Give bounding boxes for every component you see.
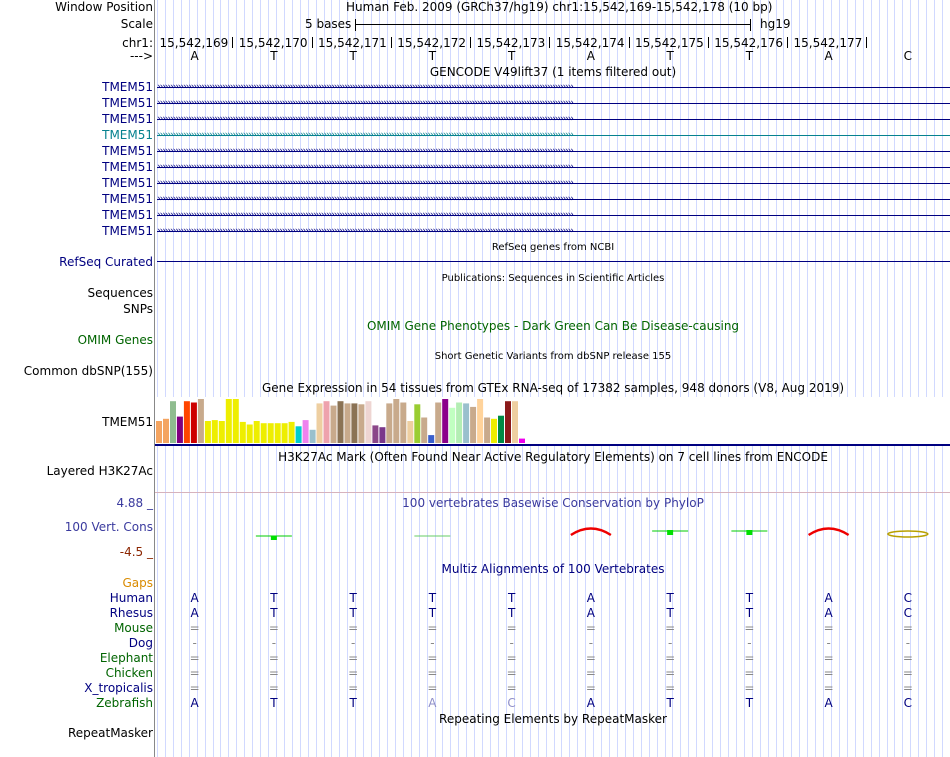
alignment-base: A bbox=[586, 606, 595, 620]
alignment-base: = bbox=[744, 666, 755, 680]
gtex-tissue-bar[interactable] bbox=[393, 399, 399, 443]
gtex-tissue-bar[interactable] bbox=[324, 401, 330, 443]
alignment-base: = bbox=[348, 681, 359, 695]
alignment-base: A bbox=[190, 606, 199, 620]
phylop-negative-mark[interactable] bbox=[888, 531, 928, 537]
base-letter: A bbox=[586, 49, 595, 63]
alignment-base: = bbox=[506, 681, 517, 695]
gtex-tissue-bar[interactable] bbox=[435, 403, 441, 444]
strand-chevrons: ›››››››››››››››››››››››››››››››››››››››››››››››››››››››››››››››››››››››››››››››››››››››››››››››››››››››››››››››››››››››››››››››››››››››››››››››››››››››››››››››› bbox=[157, 114, 573, 124]
species-label[interactable]: Rhesus bbox=[109, 606, 153, 620]
gtex-tissue-bar[interactable] bbox=[345, 403, 351, 443]
alignment-base: A bbox=[190, 696, 199, 710]
gtex-tissue-bar[interactable] bbox=[247, 425, 253, 444]
alignment-base: = bbox=[585, 681, 596, 695]
alignment-base: = bbox=[189, 681, 200, 695]
gtex-tissue-bar[interactable] bbox=[365, 401, 371, 443]
gencode-transcript-label[interactable]: TMEM51 bbox=[102, 112, 153, 126]
alignment-base: = bbox=[348, 666, 359, 680]
alignment-base: = bbox=[665, 651, 676, 665]
alignment-base: = bbox=[506, 651, 517, 665]
alignment-base: - bbox=[667, 636, 673, 650]
species-label[interactable]: X_tropicalis bbox=[84, 681, 153, 695]
alignment-base: T bbox=[270, 696, 278, 710]
base-letter: T bbox=[745, 49, 754, 63]
gtex-tissue-bar[interactable] bbox=[233, 399, 239, 443]
phylop-plot[interactable] bbox=[155, 512, 950, 562]
alignment-base: = bbox=[902, 651, 913, 665]
gaps-label: Gaps bbox=[122, 576, 153, 590]
alignment-base: = bbox=[823, 621, 834, 635]
position-tick bbox=[866, 37, 867, 48]
gencode-title: GENCODE V49lift37 (1 items filtered out) bbox=[429, 65, 677, 79]
gtex-bar-chart[interactable] bbox=[155, 397, 950, 447]
alignment-base: - bbox=[588, 636, 594, 650]
base-letter: T bbox=[507, 49, 516, 63]
gtex-tissue-bar[interactable] bbox=[358, 404, 364, 443]
strand-chevrons: ›››››››››››››››››››››››››››››››››››››››››››››››››››››››››››››››››››››››››››››››››››››››››››››››››››››››››››››››››››››››››››››››››››››››››››››››››››››››››››››››› bbox=[157, 98, 573, 108]
position-tick bbox=[629, 37, 630, 48]
gtex-tissue-bar[interactable] bbox=[219, 421, 225, 443]
alignment-base: = bbox=[268, 666, 279, 680]
alignment-base: = bbox=[585, 621, 596, 635]
strand-chevrons: ›››››››››››››››››››››››››››››››››››››››››››››››››››››››››››››››››››››››››››››››››››››››››››››››››››››››››››››››››››››››››››››››››››››››››››››››››››››››››››››››› bbox=[157, 146, 573, 156]
omim-label[interactable]: OMIM Genes bbox=[77, 333, 153, 347]
position-tick bbox=[787, 37, 788, 48]
alignment-base: = bbox=[744, 651, 755, 665]
gtex-tissue-bar[interactable] bbox=[421, 418, 427, 444]
gtex-tissue-bar[interactable] bbox=[505, 401, 511, 443]
gtex-tissue-bar[interactable] bbox=[254, 421, 260, 443]
gtex-tissue-bar[interactable] bbox=[498, 416, 504, 443]
alignment-base: T bbox=[507, 591, 516, 605]
omim-title: OMIM Gene Phenotypes - Dark Green Can Be Disease-causing bbox=[366, 319, 740, 333]
alignment-base: = bbox=[823, 666, 834, 680]
alignment-base: - bbox=[747, 636, 752, 650]
gencode-transcript-label[interactable]: TMEM51 bbox=[102, 176, 153, 190]
gtex-tissue-bar[interactable] bbox=[386, 403, 392, 443]
alignment-base: = bbox=[744, 621, 755, 635]
position-label: 15,542,172 bbox=[397, 36, 466, 50]
gencode-transcript-label[interactable]: TMEM51 bbox=[102, 96, 153, 110]
alignment-base: T bbox=[349, 696, 357, 710]
repeatmasker-label[interactable]: RepeatMasker bbox=[67, 726, 153, 740]
alignment-base: = bbox=[348, 621, 359, 635]
alignment-base: = bbox=[427, 621, 438, 635]
alignment-base: = bbox=[189, 666, 200, 680]
alignment-base: T bbox=[349, 606, 357, 620]
publications-title: Publications: Sequences in Scientific Articles bbox=[441, 273, 665, 284]
alignment-base: T bbox=[666, 591, 674, 605]
base-letter: A bbox=[190, 49, 199, 63]
alignment-base: - bbox=[350, 636, 356, 650]
gtex-tissue-bar[interactable] bbox=[463, 403, 469, 443]
strand-chevrons: ›››››››››››››››››››››››››››››››››››››››››››››››››››››››››››››››››››››››››››››››››››››››››››››››››››››››››››››››››››››››››››››››››››››››››››››››››››››››››››››››› bbox=[157, 82, 573, 92]
gtex-tissue-bar[interactable] bbox=[310, 430, 316, 443]
alignment-base: C bbox=[507, 696, 516, 710]
gtex-tissue-bar[interactable] bbox=[198, 399, 204, 443]
gtex-tissue-bar[interactable] bbox=[331, 406, 337, 443]
alignment-base: C bbox=[903, 696, 913, 710]
gencode-transcript-label[interactable]: TMEM51 bbox=[102, 208, 153, 222]
position-tick bbox=[470, 37, 471, 48]
gtex-tissue-bar[interactable] bbox=[512, 401, 518, 443]
position-tick bbox=[232, 37, 233, 48]
phylop-marker[interactable] bbox=[746, 530, 752, 535]
gtex-tissue-bar[interactable] bbox=[428, 435, 434, 443]
alignment-base: = bbox=[427, 681, 438, 695]
gencode-transcript-label[interactable]: TMEM51 bbox=[102, 224, 153, 238]
dbsnp-label[interactable]: Common dbSNP(155) bbox=[23, 364, 153, 378]
h3k27-baseline bbox=[155, 492, 950, 493]
base-letter: T bbox=[270, 49, 278, 63]
h3k27-label[interactable]: Layered H3K27Ac bbox=[46, 464, 153, 478]
gtex-baseline bbox=[155, 444, 950, 446]
gtex-tissue-bar[interactable] bbox=[484, 418, 490, 444]
gtex-tissue-bar[interactable] bbox=[261, 423, 267, 443]
gtex-tissue-bar[interactable] bbox=[275, 423, 281, 443]
phylop-marker[interactable] bbox=[667, 530, 673, 535]
alignment-base: = bbox=[665, 681, 676, 695]
gtex-tissue-bar[interactable] bbox=[407, 421, 413, 443]
alignment-base: T bbox=[270, 591, 278, 605]
species-label[interactable]: Dog bbox=[128, 636, 153, 650]
gencode-transcript-label[interactable]: TMEM51 bbox=[102, 128, 153, 142]
label-separator bbox=[154, 0, 155, 757]
gtex-tissue-bar[interactable] bbox=[163, 419, 169, 443]
strand-label: ---> bbox=[129, 49, 153, 63]
multiz-title: Multiz Alignments of 100 Vertebrates bbox=[441, 562, 665, 576]
gtex-tissue-bar[interactable] bbox=[205, 421, 211, 443]
refseq-feature-line[interactable] bbox=[157, 261, 950, 262]
h3k27-title: H3K27Ac Mark (Often Found Near Active Regulatory Elements) on 7 cell lines from ENCODE bbox=[278, 450, 828, 464]
alignment-base: C bbox=[903, 591, 913, 605]
gtex-tissue-bar[interactable] bbox=[449, 408, 455, 443]
gtex-tissue-bar[interactable] bbox=[177, 417, 183, 443]
gtex-label[interactable]: TMEM51 bbox=[102, 415, 153, 429]
alignment-base: - bbox=[430, 636, 435, 650]
position-label: 15,542,174 bbox=[555, 36, 625, 50]
chr-label: chr1: bbox=[122, 36, 153, 50]
alignment-base: = bbox=[268, 621, 279, 635]
alignment-base: = bbox=[268, 651, 279, 665]
gtex-tissue-bar[interactable] bbox=[170, 401, 176, 443]
phylop-min: -4.5 _ bbox=[119, 545, 153, 559]
alignment-base: = bbox=[427, 666, 438, 680]
alignment-base: = bbox=[665, 666, 676, 680]
alignment-base: T bbox=[349, 591, 357, 605]
base-letter: T bbox=[428, 49, 437, 63]
strand-chevrons: ›››››››››››››››››››››››››››››››››››››››››››››››››››››››››››››››››››››››››››››››››››››››››››››››››››››››››››››››››››››››››››››››››››››››››››››››››››››››››››››››› bbox=[157, 194, 573, 204]
gtex-tissue-bar[interactable] bbox=[414, 404, 420, 443]
gencode-transcript-label[interactable]: TMEM51 bbox=[102, 192, 153, 206]
alignment-base: = bbox=[585, 651, 596, 665]
position-label: 15,542,177 bbox=[793, 36, 863, 50]
alignment-base: A bbox=[190, 591, 199, 605]
alignment-base: A bbox=[824, 591, 833, 605]
refseq-label[interactable]: RefSeq Curated bbox=[59, 255, 153, 269]
alignment-base: = bbox=[902, 621, 913, 635]
alignment-base: A bbox=[586, 591, 595, 605]
alignment-base: = bbox=[823, 681, 834, 695]
alignment-base: - bbox=[826, 636, 831, 650]
alignment-base: - bbox=[905, 636, 911, 650]
alignment-base: = bbox=[744, 681, 755, 695]
alignment-base: A bbox=[428, 696, 437, 710]
alignment-base: A bbox=[586, 696, 595, 710]
repeatmasker-title: Repeating Elements by RepeatMasker bbox=[439, 712, 667, 726]
gtex-tissue-bar[interactable] bbox=[240, 422, 246, 443]
gencode-transcript-label[interactable]: TMEM51 bbox=[102, 160, 153, 174]
gtex-tissue-bar[interactable] bbox=[296, 426, 302, 443]
strand-chevrons: ›››››››››››››››››››››››››››››››››››››››››››››››››››››››››››››››››››››››››››››››››››››››››››››››››››››››››››››››››››››››››››››››››››››››››››››››››››››››››››››››› bbox=[157, 178, 573, 188]
gencode-transcript-label[interactable]: TMEM51 bbox=[102, 144, 153, 158]
gtex-tissue-bar[interactable] bbox=[191, 403, 197, 444]
alignment-base: T bbox=[666, 606, 674, 620]
alignment-base: = bbox=[189, 621, 200, 635]
position-tick bbox=[549, 37, 550, 48]
alignment-base: = bbox=[902, 666, 913, 680]
gtex-tissue-bar[interactable] bbox=[338, 401, 344, 443]
position-label: 15,542,175 bbox=[635, 36, 704, 50]
gtex-tissue-bar[interactable] bbox=[351, 403, 357, 443]
alignment-base: = bbox=[348, 651, 359, 665]
snps-label[interactable]: SNPs bbox=[123, 302, 153, 316]
phylop-label[interactable]: 100 Vert. Cons bbox=[64, 520, 153, 534]
base-letter: T bbox=[349, 49, 357, 63]
gtex-tissue-bar[interactable] bbox=[456, 403, 462, 444]
alignment-base: - bbox=[509, 636, 514, 650]
alignment-base: T bbox=[745, 591, 754, 605]
position-tick bbox=[708, 37, 709, 48]
alignment-base: T bbox=[270, 606, 278, 620]
scale-bar bbox=[355, 19, 751, 31]
species-label[interactable]: Chicken bbox=[105, 666, 153, 680]
gtex-tissue-bar[interactable] bbox=[379, 427, 385, 443]
gtex-tissue-bar[interactable] bbox=[184, 401, 190, 443]
alignment-base: T bbox=[745, 606, 754, 620]
position-tick bbox=[391, 37, 392, 48]
position-label: 15,542,176 bbox=[714, 36, 783, 50]
scale-db: hg19 bbox=[760, 17, 791, 31]
species-label[interactable]: Mouse bbox=[114, 621, 153, 635]
gtex-tissue-bar[interactable] bbox=[519, 439, 525, 443]
gtex-tissue-bar[interactable] bbox=[400, 403, 406, 444]
gtex-tissue-bar[interactable] bbox=[442, 399, 448, 443]
alignment-base: - bbox=[271, 636, 277, 650]
alignment-base: A bbox=[824, 696, 833, 710]
species-label[interactable]: Elephant bbox=[99, 651, 153, 665]
gtex-tissue-bar[interactable] bbox=[317, 403, 323, 443]
position-label: 15,542,169 bbox=[159, 36, 229, 50]
alignment-base: A bbox=[824, 606, 833, 620]
alignment-base: = bbox=[902, 681, 913, 695]
dbsnp-title: Short Genetic Variants from dbSNP release 155 bbox=[434, 351, 672, 362]
gtex-title: Gene Expression in 54 tissues from GTEx RNA-seq of 17382 samples, 948 donors (V8, Aug 2019) bbox=[261, 381, 845, 395]
position-label: 15,542,173 bbox=[476, 36, 546, 50]
scale-label: Scale bbox=[120, 17, 153, 31]
gtex-tissue-bar[interactable] bbox=[282, 423, 288, 443]
alignment-base: T bbox=[428, 591, 437, 605]
sequences-label[interactable]: Sequences bbox=[87, 286, 153, 300]
gtex-tissue-bar[interactable] bbox=[470, 407, 476, 443]
base-letter: T bbox=[666, 49, 674, 63]
scale-value: 5 bases bbox=[305, 17, 352, 31]
phylop-peak[interactable] bbox=[809, 529, 849, 536]
gtex-tissue-bar[interactable] bbox=[226, 399, 232, 443]
species-label[interactable]: Human bbox=[109, 591, 153, 605]
gtex-tissue-bar[interactable] bbox=[212, 420, 218, 443]
gtex-tissue-bar[interactable] bbox=[156, 421, 162, 443]
refseq-title: RefSeq genes from NCBI bbox=[491, 242, 615, 253]
alignment-base: = bbox=[506, 621, 517, 635]
alignment-base: = bbox=[823, 651, 834, 665]
alignment-base: = bbox=[189, 651, 200, 665]
alignment-base: = bbox=[427, 651, 438, 665]
strand-chevrons: ›››››››››››››››››››››››››››››››››››››››››››››››››››››››››››››››››››››››››››››››››››››››››››››››››››››››››››››››››››››››››››››››››››››››››››››››››››››››››››››››› bbox=[157, 130, 573, 140]
gtex-tissue-bar[interactable] bbox=[477, 399, 483, 443]
gtex-tissue-bar[interactable] bbox=[372, 425, 378, 443]
gtex-tissue-bar[interactable] bbox=[303, 420, 309, 443]
alignment-base: = bbox=[268, 681, 279, 695]
window-position-value: Human Feb. 2009 (GRCh37/hg19) chr1:15,542,169-15,542,178 (10 bp) bbox=[346, 0, 773, 14]
alignment-base: C bbox=[903, 606, 913, 620]
gtex-tissue-bar[interactable] bbox=[491, 419, 497, 443]
alignment-base: T bbox=[428, 606, 437, 620]
base-letter: C bbox=[903, 49, 913, 63]
gencode-transcript-label[interactable]: TMEM51 bbox=[102, 80, 153, 94]
alignment-base: = bbox=[665, 621, 676, 635]
phylop-peak[interactable] bbox=[571, 529, 611, 536]
base-letter: A bbox=[824, 49, 833, 63]
alignment-base: = bbox=[585, 666, 596, 680]
window-position-label: Window Position bbox=[55, 0, 153, 14]
alignment-base: T bbox=[666, 696, 674, 710]
gtex-tissue-bar[interactable] bbox=[268, 423, 274, 443]
strand-chevrons: ›››››››››››››››››››››››››››››››››››››››››››››››››››››››››››››››››››››››››››››››››››››››››››››››››››››››››››››››››››››››››››››››››››››››››››››››››››››››››››››››› bbox=[157, 210, 573, 220]
position-tick bbox=[312, 37, 313, 48]
gtex-tissue-bar[interactable] bbox=[289, 422, 295, 443]
position-label: 15,542,170 bbox=[238, 36, 308, 50]
phylop-marker[interactable] bbox=[271, 536, 277, 540]
alignment-base: = bbox=[506, 666, 517, 680]
species-label[interactable]: Zebrafish bbox=[96, 696, 153, 710]
position-label: 15,542,171 bbox=[318, 36, 387, 50]
strand-chevrons: ›››››››››››››››››››››››››››››››››››››››››››››››››››››››››››››››››››››››››››››››››››››››››››››››››››››››››››››››››››››››››››››››››››››››››››››››››››››››››››››››› bbox=[157, 226, 573, 236]
phylop-max: 4.88 _ bbox=[116, 496, 153, 510]
alignment-base: T bbox=[745, 696, 754, 710]
alignment-base: T bbox=[507, 606, 516, 620]
alignment-base: - bbox=[192, 636, 197, 650]
strand-chevrons: ›››››››››››››››››››››››››››››››››››››››››››››››››››››››››››››››››››››››››››››››››››››››››››››››››››››››››››››››››››››››››››››››››››››››››››››››››››››››››››››››› bbox=[157, 162, 573, 172]
phylop-title: 100 vertebrates Basewise Conservation by PhyloP bbox=[402, 496, 704, 510]
